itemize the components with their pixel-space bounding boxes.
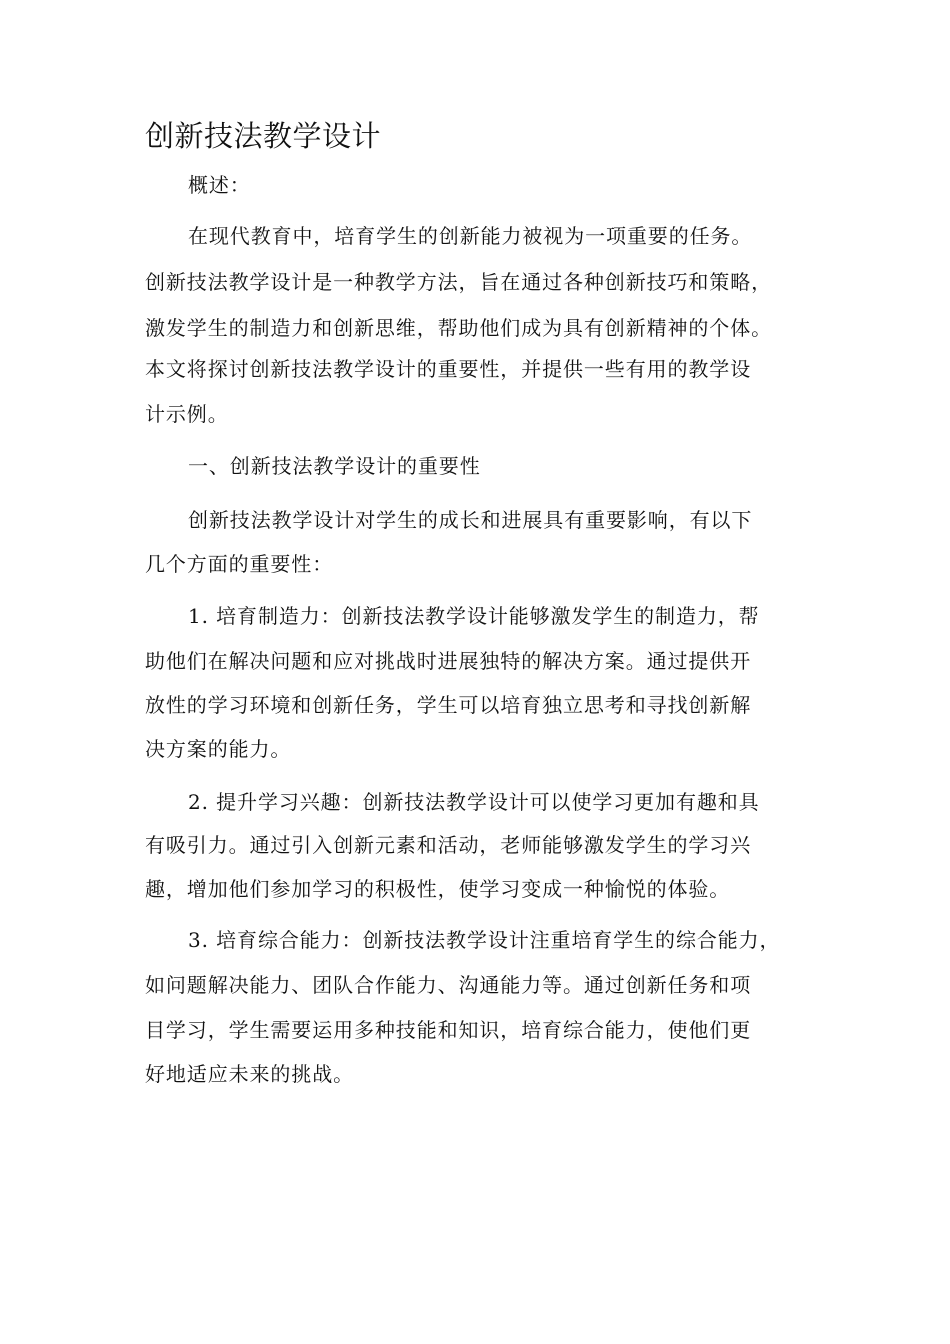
list-item-line: 3. 培育综合能力：创新技法教学设计注重培育学生的综合能力， [188, 928, 781, 952]
list-item-line: 2. 提升学习兴趣：创新技法教学设计可以使学习更加有趣和具 [188, 790, 760, 814]
list-item-line: 1. 培育制造力：创新技法教学设计能够激发学生的制造力，帮 [188, 604, 760, 628]
paragraph-line: 创新技法教学设计是一种教学方法，旨在通过各种创新技巧和策略， [145, 270, 772, 294]
list-item-line: 如问题解决能力、团队合作能力、沟通能力等。通过创新任务和项 [145, 973, 752, 997]
overview-heading: 概述： [188, 173, 251, 197]
list-item-line: 趣，增加他们参加学习的积极性，使学习变成一种愉悦的体验。 [145, 877, 731, 901]
list-item-line: 目学习，学生需要运用多种技能和知识，培育综合能力，使他们更 [145, 1018, 752, 1042]
paragraph-line: 几个方面的重要性： [145, 552, 334, 576]
list-item-line: 决方案的能力。 [145, 737, 292, 761]
paragraph-line: 激发学生的制造力和创新思维，帮助他们成为具有创新精神的个体。 [145, 316, 772, 340]
document-title: 创新技法教学设计 [145, 119, 382, 153]
list-item-line: 有吸引力。通过引入创新元素和活动，老师能够激发学生的学习兴 [145, 833, 752, 857]
list-item-line: 助他们在解决问题和应对挑战时进展独特的解决方案。通过提供开 [145, 649, 752, 673]
paragraph-line: 创新技法教学设计对学生的成长和进展具有重要影响，有以下 [188, 508, 753, 532]
list-item-line: 好地适应未来的挑战。 [145, 1062, 354, 1086]
list-item-line: 放性的学习环境和创新任务，学生可以培育独立思考和寻找创新解 [145, 693, 752, 717]
paragraph-line: 在现代教育中，培育学生的创新能力被视为一项重要的任务。 [188, 224, 753, 248]
section-heading: 一、创新技法教学设计的重要性 [188, 454, 481, 478]
paragraph-line: 本文将探讨创新技法教学设计的重要性，并提供一些有用的教学设 [145, 357, 752, 381]
paragraph-line: 计示例。 [145, 402, 229, 426]
